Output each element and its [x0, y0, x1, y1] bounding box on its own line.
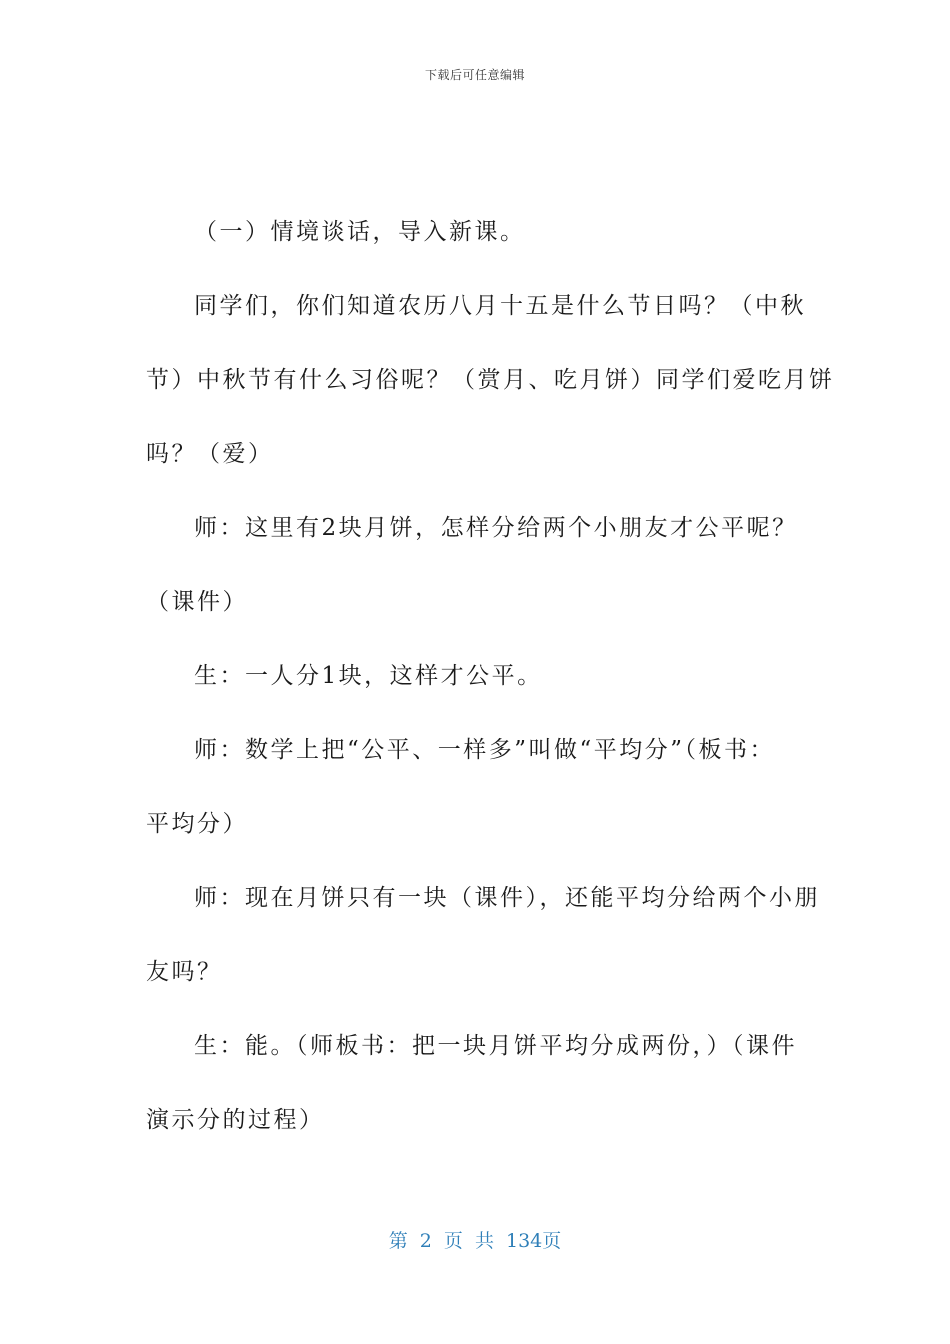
paragraph-line: 师：这里有2块月饼，怎样分给两个小朋友才公平呢？ [194, 515, 798, 541]
paragraph-line: 平均分） [146, 811, 248, 837]
paragraph-line: 同学们，你们知道农历八月十五是什么节日吗？（中秋 [194, 293, 806, 319]
paragraph-line: 师：数学上把“公平、一样多”叫做“平均分”（板书： [194, 737, 776, 763]
paragraph-line: 吗？（爱） [146, 441, 274, 467]
document-body [146, 195, 835, 1157]
paragraph-line: 友吗？ [146, 959, 223, 985]
paragraph-line: 节）中秋节有什么习俗呢？（赏月、吃月饼）同学们爱吃月饼 [146, 367, 835, 393]
paragraph-line: 生：一人分1块，这样才公平。 [194, 663, 543, 689]
paragraph-line: 生：能。（师板书：把一块月饼平均分成两份，）（课件 [194, 1033, 797, 1059]
paragraph-line: （一）情境谈话，导入新课。 [194, 219, 526, 245]
paragraph-line: 师：现在月饼只有一块（课件），还能平均分给两个小朋 [194, 885, 820, 911]
paragraph-line: （课件） [146, 589, 248, 615]
page-number-footer: 第 2 页 共 134页 [388, 1230, 562, 1252]
page-header: 下载后可任意编辑 [424, 68, 525, 82]
paragraph-line: 演示分的过程） [146, 1107, 325, 1133]
